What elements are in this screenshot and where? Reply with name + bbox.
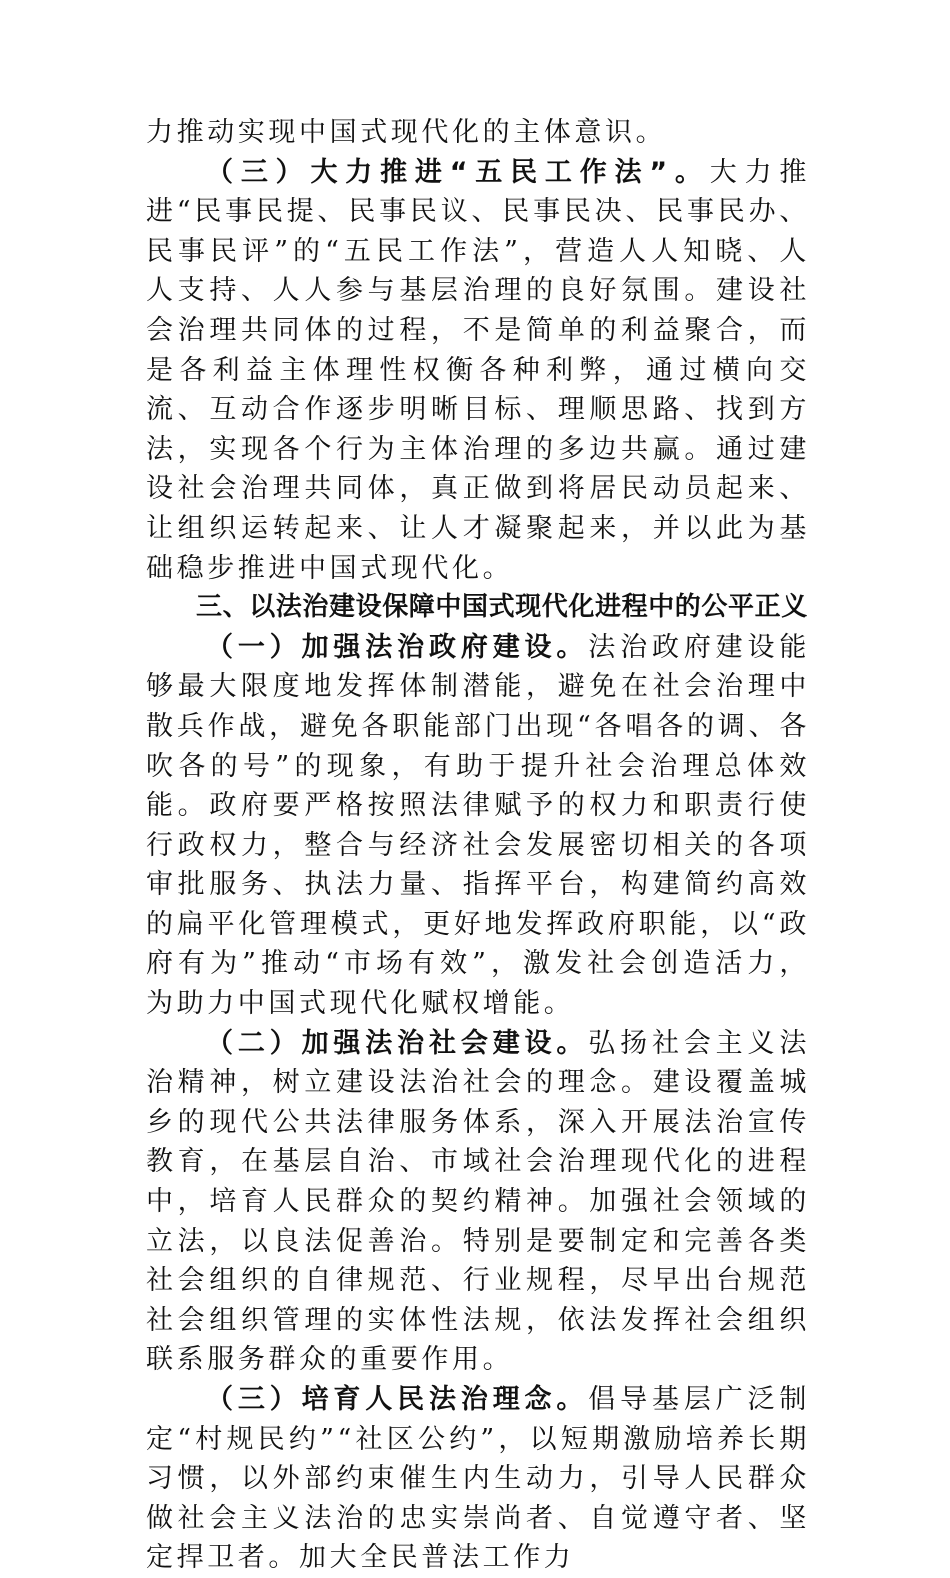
paragraph-rule-of-law-government <box>146 628 810 1024</box>
paragraph-lead: （三）大力推进“五民工作法”。 <box>206 156 710 188</box>
paragraph-lead: （二）加强法治社会建设。 <box>206 1027 589 1059</box>
paragraph-text: 力推动实现中国式现代化的主体意识。 <box>146 117 667 148</box>
paragraph-text: 大力推进“民事民提、民事民议、民事民决、民事民办、民事民评”的“五民工作法”，营造人人知晓、人人支持、人人参与基层治理的良好氛围。建设社会治理共同体的过程，不是简单的利益聚合，而是各利益主体理性权衡各种利弊，通过横向交流、互动合作逐步明晰目标、理顺思路、找到方法，实现各个行为主体治理的多边共赢。通过建设社会治理共同体，真正做到将居民动员起来、让组织运转起来、让人才凝聚起来，并以此为基础稳步推进中国式现代化。 <box>146 156 810 584</box>
section-heading: 三、以法治建设保障中国式现代化进程中的公平正义 <box>196 592 808 623</box>
paragraph-text: 弘扬社会主义法治精神，树立建设法治社会的理念。建设覆盖城乡的现代公共法律服务体系，深入开展法治宣传教育，在基层自治、市域社会治理现代化的进程中，培育人民群众的契约精神。加强社会领域的立法，以良法促善治。特别是要制定和完善各类社会组织的自律规范、行业规程，尽早出台规范社会组织管理的实体性法规，依法发挥社会组织联系服务群众的重要作用。 <box>146 1027 810 1376</box>
paragraph-rule-of-law-concept <box>146 1380 810 1578</box>
paragraph-continuation <box>146 113 810 153</box>
paragraph-lead: （一）加强法治政府建设。 <box>206 631 589 663</box>
document-page <box>146 113 810 1578</box>
paragraph-text: 倡导基层广泛制定“村规民约”“社区公约”，以短期激励培养长期习惯，以外部约束催生内生动力，引导人民群众做社会主义法治的忠实崇尚者、自觉遵守者、坚定捍卫者。加大全民普法工作力 <box>146 1384 810 1574</box>
paragraph-rule-of-law-society <box>146 1024 810 1380</box>
paragraph-text: 法治政府建设能够最大限度地发挥体制潜能，避免在社会治理中散兵作战，避免各职能部门出现“各唱各的调、各吹各的号”的现象，有助于提升社会治理总体效能。政府要严格按照法律赋予的权力和职责行使行政权力，整合与经济社会发展密切相关的各项审批服务、执法力量、指挥平台，构建简约高效的扁平化管理模式，更好地发挥政府职能，以“政府有为”推动“市场有效”，激发社会创造活力，为助力中国式现代化赋权增能。 <box>146 631 810 1020</box>
paragraph-lead: （三）培育人民法治理念。 <box>206 1384 589 1415</box>
paragraph-five-people-method <box>146 153 810 589</box>
